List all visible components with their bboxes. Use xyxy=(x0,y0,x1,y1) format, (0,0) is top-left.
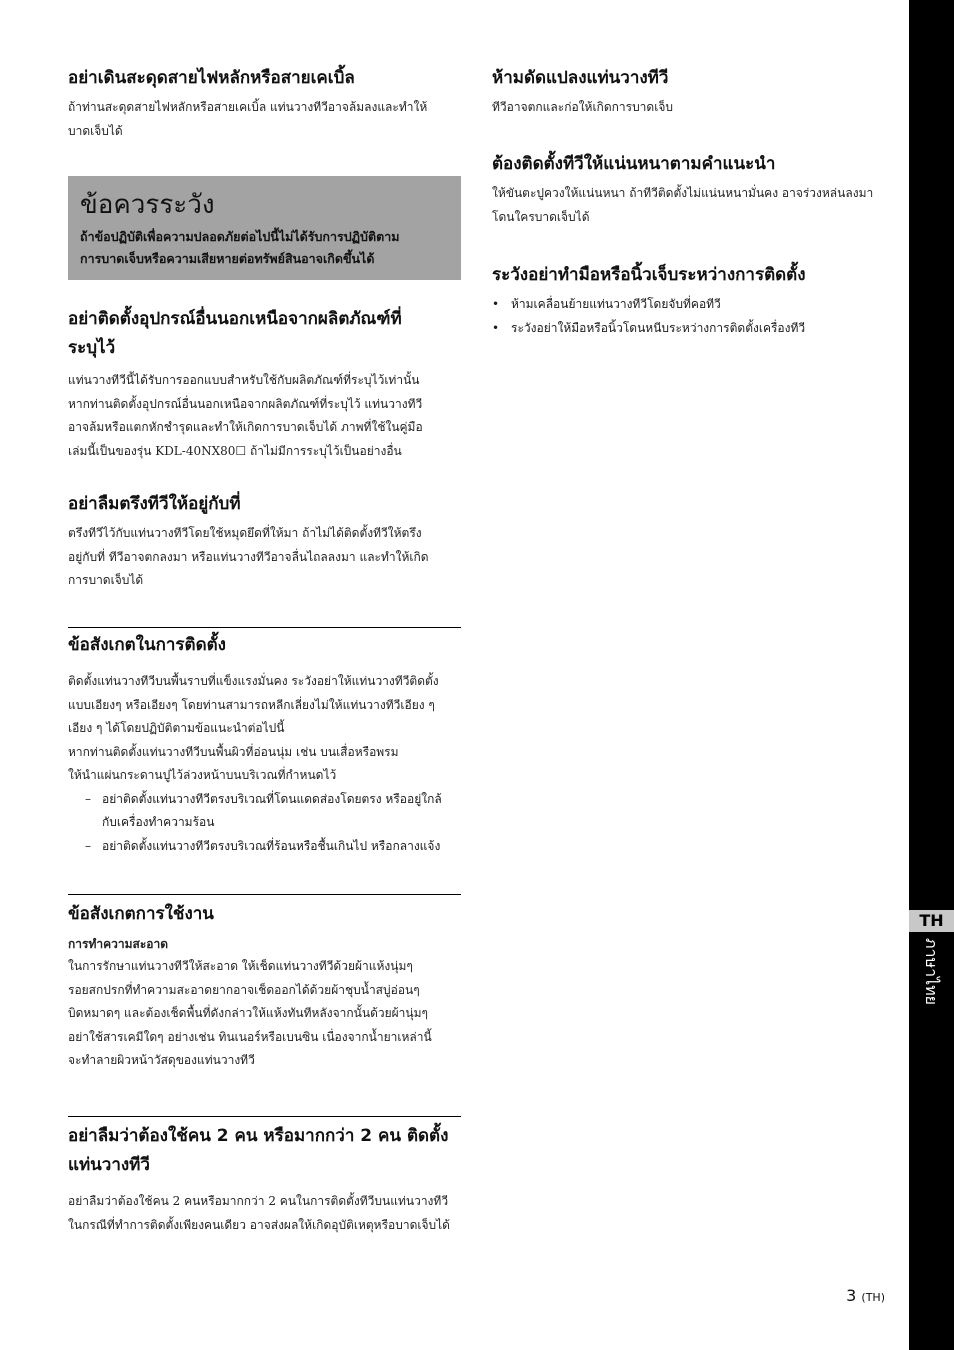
list-item: – อย่าติดตั้งแท่นวางทีวีตรงบริเวณที่ร้อนหรือชื้นเกินไป หรือกลางแจ้ง xyxy=(68,835,461,859)
list-item: • ห้ามเคลื่อนย้ายแท่นวางทีวีโดยจับที่คอทีวี xyxy=(492,293,887,317)
dash-list xyxy=(68,788,461,859)
body-line: แท่นวางทีวีนี้ได้รับการออกแบบสำหรับใช้กับผลิตภัณฑ์ที่ระบุไว้เท่านั้น xyxy=(68,373,420,387)
section-heading-line: ระบุไว้ xyxy=(68,338,116,358)
subheading: การทำความสะอาด xyxy=(68,937,169,951)
section-secure-tv xyxy=(68,490,461,593)
list-item: – อย่าติดตั้งแท่นวางทีวีตรงบริเวณที่โดนแดดส่องโดยตรง หรืออยู่ใกล้ กับเครื่องทำความร้อน xyxy=(68,788,461,835)
section-heading: ต้องติดตั้งทีวีให้แน่นหนาตามคำแนะนำ xyxy=(492,154,776,174)
body-line: ให้ขันตะปูควงให้แน่นหนา ถ้าทีวีติดตั้งไม่แน่นหนามั่นคง อาจร่วงหล่นลงมา xyxy=(492,186,874,200)
body-line: อย่าใช้สารเคมีใดๆ อย่างเช่น ทินเนอร์หรือเบนซิน เนื่องจากน้ำยาเหล่านี้ xyxy=(68,1029,432,1044)
caution-line: การบาดเจ็บหรือความเสียหายต่อทรัพย์สินอาจเกิดขึ้นได้ xyxy=(80,251,375,266)
body-line: อย่าลืมว่าต้องใช้คน 2 คนหรือมากกว่า 2 คนในการติดตั้งทีวีบนแท่นวางทีวี xyxy=(68,1194,449,1208)
body-line: จะทำลายผิวหน้าวัสดุของแท่นวางทีวี xyxy=(68,1053,255,1067)
page-number: 3 (TH) xyxy=(846,1286,885,1305)
dash-marker: – xyxy=(85,838,91,853)
section-heading-line: อย่าลืมว่าต้องใช้คน 2 คน หรือมากกว่า 2 คน ติดตั้ง xyxy=(68,1126,449,1146)
bullet-list xyxy=(492,293,887,340)
dash-marker: – xyxy=(85,791,91,806)
page-suffix: (TH) xyxy=(861,1291,885,1304)
section-secure-install xyxy=(492,150,887,229)
caution-title: ข้อควรระวัง xyxy=(80,190,215,220)
section-heading: ข้อสังเกตในการติดตั้ง xyxy=(68,635,226,655)
body-line: อยู่กับที่ ทีวีอาจตกลงมา หรือแท่นวางทีวีอาจลื่นไถลลงมา และทำให้เกิด xyxy=(68,549,429,564)
body-line: อาจล้มหรือแตกหักชำรุดและทำให้เกิดการบาดเจ็บได้ ภาพที่ใช้ในคู่มือ xyxy=(68,420,423,434)
section-usage-notes xyxy=(68,894,461,1073)
body-line: ทีวีอาจตกและก่อให้เกิดการบาดเจ็บ xyxy=(492,100,673,114)
right-column xyxy=(492,0,887,1350)
section-installation-notes xyxy=(68,627,461,858)
language-label: ภาษาไทย xyxy=(922,938,941,1006)
body-line: เล่มนี้เป็นของรุ่น KDL-40NX80☐ ถ้าไม่มีการระบุไว้เป็นอย่างอื่น xyxy=(68,443,402,458)
body-line: แบบเอียงๆ หรือเอียงๆ โดยท่านสามารถหลีกเลี่ยงไม่ให้แท่นวางทีวีเอียง ๆ xyxy=(68,697,435,712)
section-heading: ระวังอย่าทำมือหรือนิ้วเจ็บระหว่างการติดตั้ง xyxy=(492,265,806,285)
section-heading: อย่าลืมตรึงทีวีให้อยู่กับที่ xyxy=(68,494,241,514)
body-line: การบาดเจ็บได้ xyxy=(68,573,144,587)
section-heading: อย่าเดินสะดุดสายไฟหลักหรือสายเคเบิ้ล xyxy=(68,68,355,88)
list-item: • ระวังอย่าให้มือหรือนิ้วโดนหนีบระหว่างการติดตั้งเครื่องทีวี xyxy=(492,317,887,341)
caution-line: ถ้าข้อปฏิบัติเพื่อความปลอดภัยต่อไปนี้ไม่ได้รับการปฏิบัติตาม xyxy=(80,229,400,244)
section-heading-line: แท่นวางทีวี xyxy=(68,1155,150,1175)
body-line: ถ้าท่านสะดุดสายไฟหลักหรือสายเคเบิ้ล แท่นวางทีวีอาจล้มลงและทำให้ xyxy=(68,100,428,114)
body-line: เอียง ๆ ได้โดยปฏิบัติตามข้อแนะนำต่อไปนี้ xyxy=(68,721,285,735)
section-heading: ข้อสังเกตการใช้งาน xyxy=(68,904,214,924)
section-heading-line: อย่าติดตั้งอุปกรณ์อื่นนอกเหนือจากผลิตภัณฑ์ที่ xyxy=(68,309,402,329)
section-heading: ห้ามดัดแปลงแท่นวางทีวี xyxy=(492,68,669,88)
body-line: ในการรักษาแท่นวางทีวีให้สะอาด ให้เช็ดแท่นวางทีวีด้วยผ้าแห้งนุ่มๆ xyxy=(68,959,413,973)
section-cable-trip xyxy=(68,64,461,143)
body-line: รอยสกปรกที่ทำความสะอาดยากอาจเช็ดออกได้ด้วยผ้าชุบน้ำสบู่อ่อนๆ xyxy=(68,982,420,997)
body-line: ตรึงทีวีไว้กับแท่นวางทีวีโดยใช้หมุดยึดที่ให้มา ถ้าไม่ได้ติดตั้งทีวีให้ตรึง xyxy=(68,526,422,540)
body-line: ให้นำแผ่นกระดานปูไว้ล่วงหน้าบนบริเวณที่กำหนดไว้ xyxy=(68,768,337,782)
body-line: โดนใครบาดเจ็บได้ xyxy=(492,209,590,224)
body-line: ในกรณีที่ทำการติดตั้งเพียงคนเดียว อาจส่งผลให้เกิดอุบัติเหตุหรือบาดเจ็บได้ xyxy=(68,1217,450,1232)
section-other-equipment xyxy=(68,305,461,463)
section-hand-injury xyxy=(492,261,887,340)
caution-box xyxy=(68,176,461,280)
language-code-badge: TH xyxy=(909,910,954,932)
body-line: บาดเจ็บได้ xyxy=(68,123,123,138)
section-two-people xyxy=(68,1116,461,1237)
body-line: ติดตั้งแท่นวางทีวีบนพื้นราบที่แข็งแรงมั่นคง ระวังอย่าให้แท่นวางทีวีติดตั้ง xyxy=(68,674,439,688)
language-sidebar xyxy=(909,0,954,1350)
body-line: หากท่านติดตั้งแท่นวางทีวีบนพื้นผิวที่อ่อนนุ่ม เช่น บนเสื่อหรือพรม xyxy=(68,744,399,759)
section-no-modify xyxy=(492,64,887,120)
body-line: หากท่านติดตั้งอุปกรณ์อื่นนอกเหนือจากผลิตภัณฑ์ที่ระบุไว้ แท่นวางทีวี xyxy=(68,396,423,411)
body-line: บิดหมาดๆ และต้องเช็ดพื้นที่ดังกล่าวให้แห้งทันทีหลังจากนั้นด้วยผ้านุ่มๆ xyxy=(68,1006,428,1020)
